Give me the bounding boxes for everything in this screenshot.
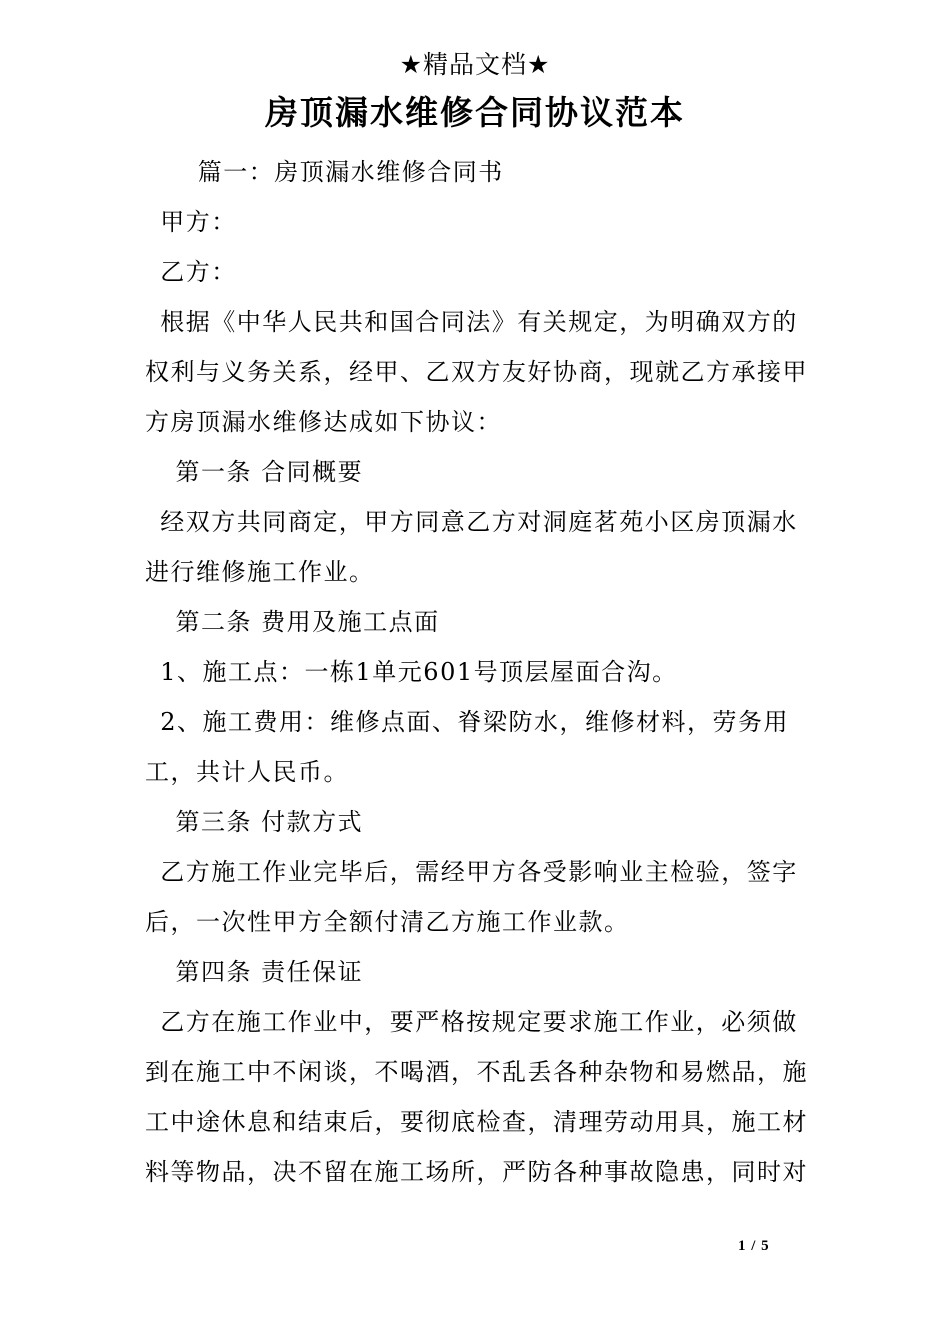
page-number: 1 / 5 bbox=[738, 1238, 770, 1254]
intro-paragraph: 根据《中华人民共和国合同法》有关规定，为明确双方的权利与义务关系，经甲、乙双方友好协商，现就乙方承接甲方房顶漏水维修达成如下协议： bbox=[145, 308, 808, 436]
article-1-title: 第一条 合同概要 bbox=[175, 458, 364, 486]
article-4-body: 乙方在施工作业中，要严格按规定要求施工作业，必须做到在施工中不闲谈，不喝酒，不乱丢各种杂物和易燃品，施工中途休息和结束后，要彻底检查，清理劳动用具，施工材料等物品，决不留在施工场所，严防各种事故隐患，同时对 bbox=[145, 1008, 808, 1186]
document-body bbox=[145, 147, 810, 1197]
article-3-title: 第三条 付款方式 bbox=[175, 808, 364, 836]
article-1-body: 经双方共同商定，甲方同意乙方对洞庭茗苑小区房顶漏水进行维修施工作业。 bbox=[145, 508, 798, 586]
article-2-item-2: 2、施工费用：维修点面、脊梁防水，维修材料，劳务用工，共计人民币。 bbox=[145, 708, 790, 786]
party-b-label: 乙方： bbox=[160, 258, 237, 286]
article-4-title: 第四条 责任保证 bbox=[175, 958, 364, 986]
document-header: ★精品文档★ bbox=[399, 50, 551, 79]
section-heading: 篇一：房顶漏水维修合同书 bbox=[197, 158, 504, 186]
article-2-item-1: 1、施工点：一栋1单元601号顶层屋面合沟。 bbox=[160, 658, 678, 686]
party-a-label: 甲方： bbox=[160, 208, 237, 236]
document-title: 房顶漏水维修合同协议范本 bbox=[265, 93, 685, 132]
article-2-title: 第二条 费用及施工点面 bbox=[175, 608, 440, 636]
article-3-body: 乙方施工作业完毕后，需经甲方各受影响业主检验，签字后，一次性甲方全额付清乙方施工作业款。 bbox=[145, 858, 798, 936]
